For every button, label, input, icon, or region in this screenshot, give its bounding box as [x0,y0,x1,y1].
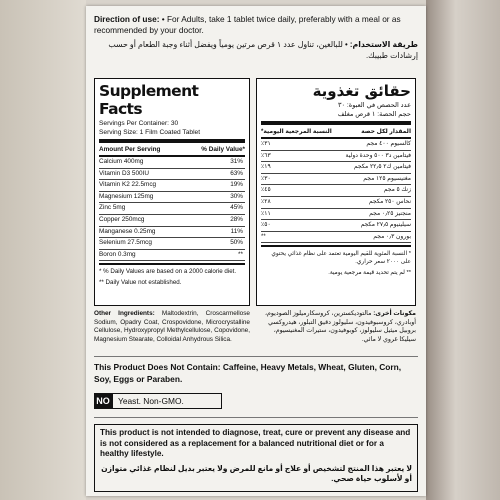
supplement-facts-title: Supplement Facts [99,82,199,118]
table-row [99,215,245,227]
directions-ar-heading: طريقة الاستخدام: [349,40,418,49]
table-row [99,180,245,192]
background-right [426,0,500,500]
other-ingredients-text: Maltodextrin, Croscarmellose Sodium, Opadry Coat, Crospovidone, Microcrystalline Cellulose, Hydroxypropyl Methylcellulose, Copovidone, Magnesium Stearate, Colloidal Anhydrous Silica. [94,310,250,343]
nutrient-dv: 50% [230,239,243,247]
nutrient-name: Vitamin D3 500IU [99,169,149,177]
facts-header [99,143,245,157]
table-row [261,209,411,221]
table-row [261,185,411,197]
table-row [99,250,245,262]
table-row [261,139,411,151]
servings-per-container-ar: عدد الحصص في العبوة: ٣٠ [338,102,411,109]
product-label [86,6,426,496]
nutrient-dv: 30% [230,192,243,200]
table-row [99,157,245,169]
nutrient-dv: 19% [230,181,243,189]
servings-per-container: Servings Per Container: 30 [99,120,179,127]
table-row [261,151,411,163]
nutrient-name: مغنيسيوم ١٢٥ مجم [363,175,411,182]
table-row [99,192,245,204]
table-row [261,197,411,209]
supplement-facts-ar [256,78,416,306]
nutrient-name: فيتامين د٣ ٥٠٠ وحدة دولية [345,152,411,159]
nutrient-dv: ** [261,233,266,240]
background-left [0,0,86,500]
table-row [99,169,245,181]
nutrient-dv: ٤٥٪ [261,187,271,194]
serving-size-ar: حجم الحصة: ١ قرص مغلف [337,110,411,118]
facts-footnotes [99,263,245,287]
facts-rows [99,157,245,261]
nutrient-dv: 11% [230,227,243,235]
nutrient-name: Calcium 400mg [99,158,144,165]
serving-info-ar [261,102,411,125]
footnote-daily-value-ar: * النسبة المئوية للقيم اليومية تعتمد على نظام غذائي يحتوي على ٢٠٠٠ سعر حراري. [271,251,411,266]
nutrient-name: فيتامين ك٢ ٢٢٫٥ مكجم [353,164,411,171]
disclaimer-ar: لا يعتبر هذا المنتج لتشخيص أو علاج أو مانع للمرض ولا يعتبر بديل لنظام غذائي متوازن أو لأسلوب حياة صحي. [101,463,412,484]
nutrient-name: Vitamin K2 22.5mcg [99,181,157,189]
disclaimer-box [94,424,418,492]
table-row [261,232,411,244]
directions-en [94,14,418,36]
col-dv: % Daily Value* [201,146,245,153]
facts-header-ar [261,125,411,139]
supplement-facts-en [94,78,250,306]
other-ingredients-heading-ar: مكونات أخرى: [373,310,416,317]
nutrient-name: بورون ٠٫٣ مجم [373,233,411,240]
footnote-daily-value: * % Daily Values are based on a 2000 calorie diet. [99,268,237,276]
does-not-contain: This Product Does Not Contain: Caffeine, Heavy Metals, Wheat, Gluten, Corn, Soy, Eggs or Paraben. [94,362,402,384]
facts-rows-ar [261,139,411,243]
other-ingredients-heading: Other Ingredients: [94,310,155,317]
nutrient-dv: 45% [230,204,243,212]
supplement-facts-title-ar: حقائق تغذوية [312,82,411,100]
nutrient-dv: 31% [230,158,243,165]
other-ingredients-ar [256,310,416,344]
nutrient-dv: 63% [230,169,243,177]
serving-info [99,120,245,143]
nutrient-dv: ٢٨٪ [261,198,271,205]
disclaimer-en: This product is not intended to diagnose, treat, cure or prevent any disease and is not considered as a replacement for a balanced nutritional diet or for a healthy lifestyle. [100,428,411,459]
nutrient-dv: ٦٣٪ [261,152,271,159]
badge-text: Yeast. Non-GMO. [112,393,222,409]
nutrient-dv: ٥٠٪ [261,222,271,229]
nutrient-name: نحاس ٢٥٠ مكجم [368,198,411,205]
nutrient-name: Copper 250mcg [99,215,145,223]
table-row [99,227,245,239]
badge-mark: NO [94,393,112,409]
col-amount-ar: المقدار لكل حصة [361,129,411,135]
nutrient-name: سيلينيوم ٢٧٫٥ مكجم [360,222,411,229]
nutrient-name: منجنيز ٠٫٢٥ مجم [369,210,411,217]
nutrient-name: Manganese 0.25mg [99,227,156,235]
table-row [99,238,245,250]
col-amount: Amount Per Serving [99,146,161,153]
table-row [261,220,411,232]
nutrient-name: Boron 0.3mg [99,250,136,258]
nutrient-name: زنك ٥ مجم [383,187,411,194]
nutrient-dv: 28% [230,215,243,223]
footnote-not-established-ar: ** لم يتم تحديد قيمة مرجعية يومية. [328,270,411,277]
table-row [261,174,411,186]
directions-of-use [94,14,418,61]
nutrient-name: Magnesium 125mg [99,192,154,200]
directions-ar [94,39,418,61]
facts-footnotes-ar [261,245,411,277]
other-ingredients-text-ar: مالتوديكسترين، كروسكارميلوز الصوديوم، أوبادري، كروسبوفيدون، سليولوز دقيق التبلور، هيدروكسي بروبيل ميثيل سليولوز، كوبوفيدون، ستيرات المغنيسيوم، سيليكا غروي لا مائي. [264,310,416,343]
directions-en-heading: Direction of use: [94,14,160,24]
other-ingredients-en [94,310,250,344]
table-row [261,162,411,174]
nutrient-dv: ١١٪ [261,210,271,217]
serving-size: Serving Size: 1 Film Coated Tablet [99,128,201,136]
directions-en-text: • For Adults, take 1 tablet twice daily, preferably with a meal or as recommended by your doctor. [94,14,401,35]
free-from-badge [94,393,418,409]
nutrient-dv: ٣١٪ [261,141,271,147]
section-divider [94,417,418,418]
nutrient-name: Zinc 5mg [99,204,126,212]
nutrient-dv: ١٩٪ [261,164,271,171]
section-divider [94,356,418,357]
directions-ar-text: • للبالغين، تناول عدد ١ قرص مرتين يومياً ويفضل أثناء وجبة الطعام أو حسب إرشادات طبيبك. [108,40,418,60]
footnote-not-established: ** Daily Value not established. [99,279,182,287]
nutrient-name: كالسيوم ٤٠٠ مجم [366,141,411,147]
nutrient-dv: ٣٠٪ [261,175,271,182]
nutrient-name: Selenium 27.5mcg [99,239,152,247]
nutrient-dv: ** [238,250,243,258]
table-row [99,203,245,215]
col-dv-ar: النسبة المرجعية اليومية* [261,129,332,135]
